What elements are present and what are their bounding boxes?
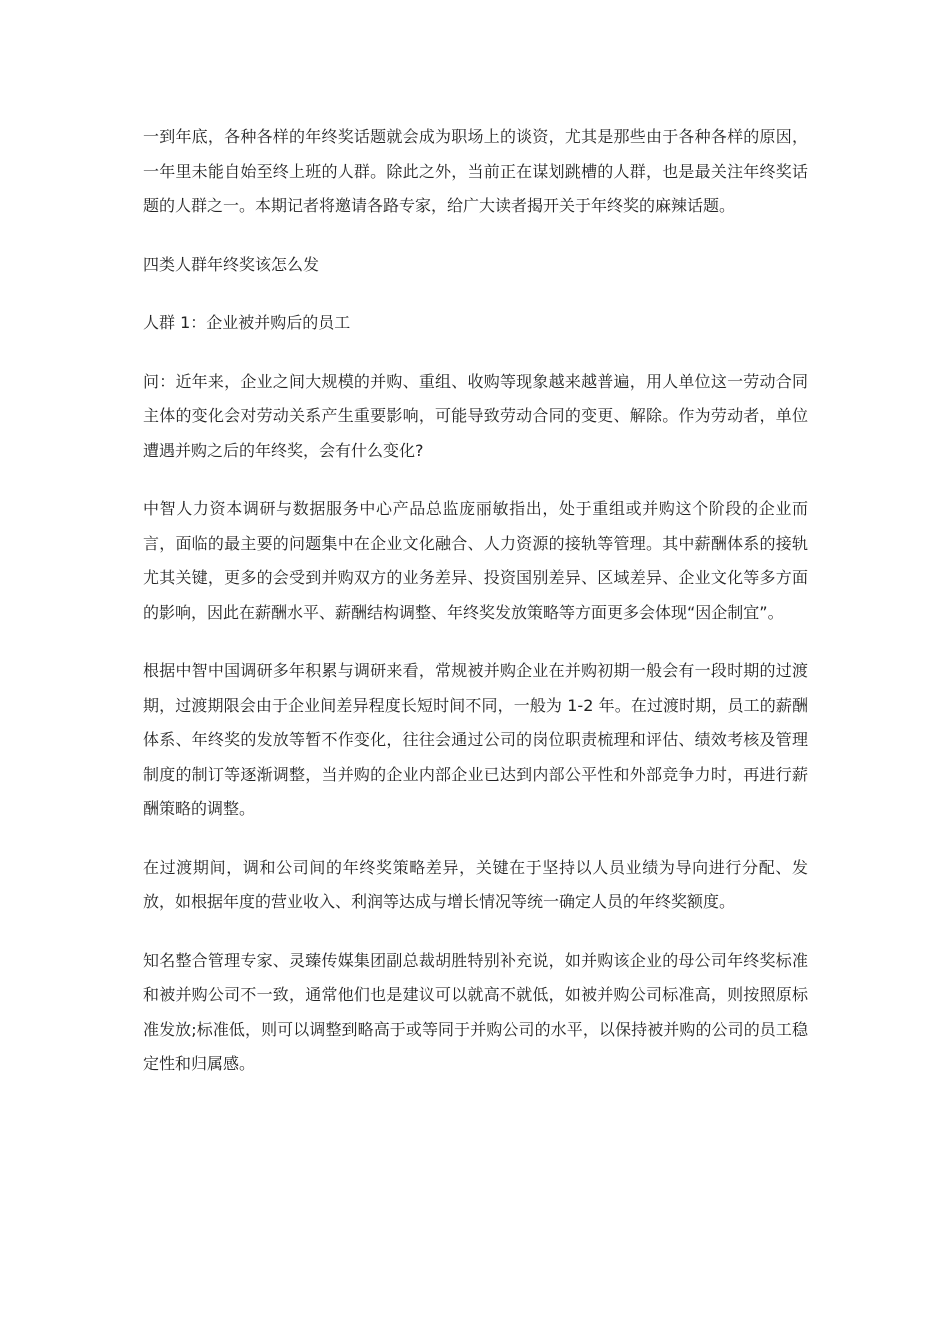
section-heading: 四类人群年终奖该怎么发: [143, 254, 320, 274]
question-paragraph: 问：近年来，企业之间大规模的并购、重组、收购等现象越来越普遍，用人单位这一劳动合同主体的变化会对劳动关系产生重要影响，可能导致劳动合同的变更、解除。作为劳动者，单位遭遇并购之后的年终奖，会有什么变化?: [143, 371, 808, 460]
expert-paragraph-3: 在过渡期间，调和公司间的年终奖策略差异，关键在于坚持以人员业绩为导向进行分配、发放，如根据年度的营业收入、利润等达成与增长情况等统一确定人员的年终奖额度。: [143, 857, 808, 911]
article-body: [143, 120, 808, 1106]
expert-paragraph-2: 根据中智中国调研多年积累与调研来看，常规被并购企业在并购初期一般会有一段时期的过渡期，过渡期限会由于企业间差异程度长短时间不同，一般为 1-2 年。在过渡时期，员工的薪酬体系、年终奖的发放等暂不作变化，往往会通过公司的岗位职责梳理和评估、绩效考核及管理制度的制订等逐渐调整，当并购的企业内部企业已达到内部公平性和外部竞争力时，再进行薪酬策略的调整。: [143, 661, 808, 818]
intro-paragraph: 一到年底，各种各样的年终奖话题就会成为职场上的谈资，尤其是那些由于各种各样的原因，一年里未能自始至终上班的人群。除此之外，当前正在谋划跳槽的人群，也是最关注年终奖话题的人群之一。本期记者将邀请各路专家，给广大读者揭开关于年终奖的麻辣话题。: [143, 127, 808, 215]
expert-paragraph-4: 知名整合管理专家、灵臻传媒集团副总裁胡胜特别补充说，如并购该企业的母公司年终奖标准和被并购公司不一致，通常他们也是建议可以就高不就低，如被并购公司标准高，则按照原标准发放;标准低，则可以调整到略高于或等同于并购公司的水平，以保持被并购的公司的员工稳定性和归属感。: [143, 950, 808, 1073]
expert-paragraph-1: 中智人力资本调研与数据服务中心产品总监庞丽敏指出，处于重组或并购这个阶段的企业而言，面临的最主要的问题集中在企业文化融合、人力资源的接轨等管理。其中薪酬体系的接轨尤其关键，更多的会受到并购双方的业务差异、投资国别差异、区域差异、企业文化等多方面的影响，因此在薪酬水平、薪酬结构调整、年终奖发放策略等方面更多会体现“因企制宜”。: [143, 499, 808, 622]
subsection-heading: 人群 1：企业被并购后的员工: [143, 313, 351, 332]
